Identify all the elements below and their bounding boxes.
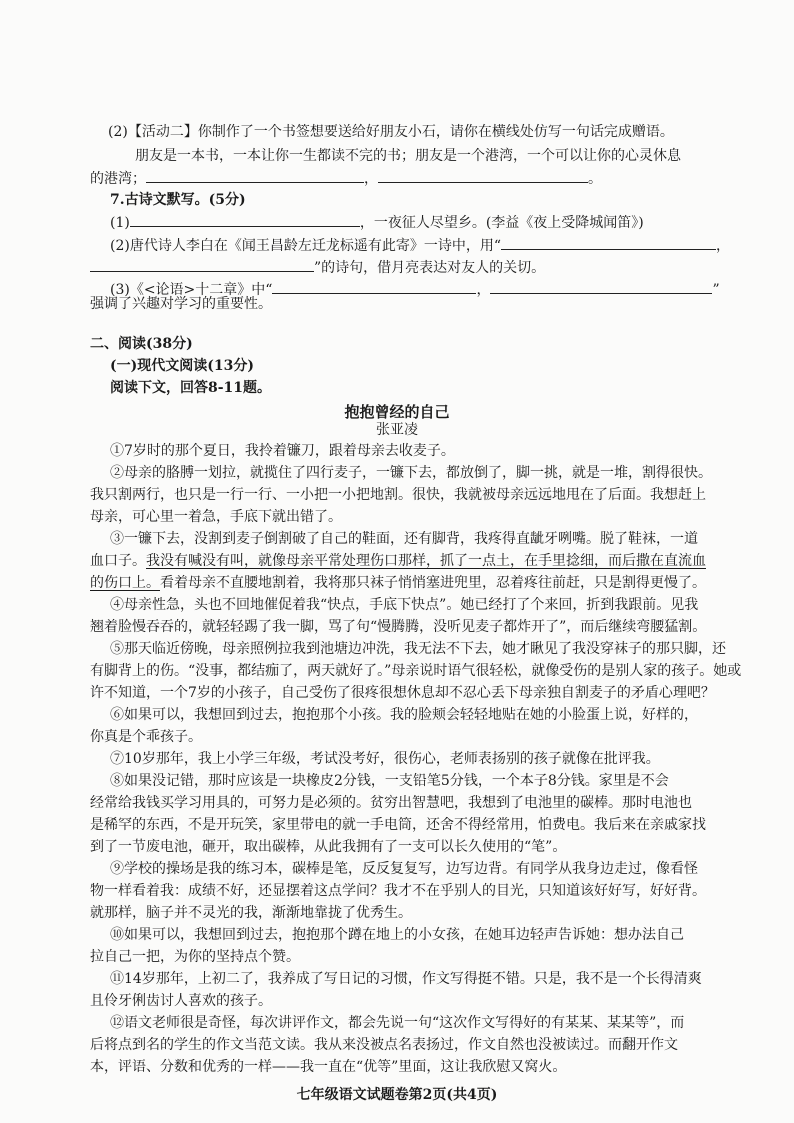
- underlined-sentence: 我没有喊没有叫，就像母亲平常处理伤口那样，抓了一点土，在手里捻细，而后撒在直流血: [146, 553, 706, 569]
- article-paragraph: 后将点到名的学生的作文当范文读。我从来没被点名表扬过，作文自然也没被读过。而翻开作文: [90, 1037, 678, 1053]
- q7-item3-start: (3)《<论语>十二章》中“: [110, 282, 273, 298]
- section2-subheading: (一)现代文阅读(13分): [110, 358, 254, 374]
- article-paragraph: 就那样，脑子并不灵光的我，渐渐地靠拢了优秀生。: [90, 905, 412, 921]
- article-paragraph: 有脚背上的伤。“没事，都结痂了，两天就好了。”母亲说时语气很轻松，就像受伤的是别人家的孩子。她或: [90, 663, 742, 679]
- friend-line-b-comma: ，: [364, 171, 378, 187]
- article-paragraph: ①7岁时的那个夏日，我拎着镰刀，跟着母亲去收麦子。: [110, 443, 455, 459]
- q7-item1-text: ，一夜征人尽望乡。(李益《夜上受降城闻笛》): [359, 215, 644, 231]
- friend-line-b: [90, 168, 602, 189]
- answer-blank[interactable]: [130, 212, 360, 227]
- friend-line-a: 朋友是一本书，一本让你一生都读不完的书；朋友是一个港湾，一个可以让你的心灵休息: [135, 148, 681, 164]
- article-author: 张亚凌: [376, 422, 418, 438]
- answer-blank[interactable]: [272, 279, 476, 294]
- q7-item2-cont: [90, 257, 545, 278]
- article-paragraph: ②母亲的胳膊一划拉，就揽住了四行麦子，一镰下去，都放倒了，脚一挑，就是一堆，割得很快。: [110, 465, 712, 481]
- article-paragraph: 且伶牙俐齿讨人喜欢的孩子。: [90, 993, 272, 1009]
- answer-blank[interactable]: [501, 235, 716, 250]
- activity2-prompt: (2)【活动二】你制作了一个书签想要送给好朋友小石，请你在横线处仿写一句话完成赠语。: [108, 124, 674, 140]
- article-paragraph: ⑩如果可以，我想回到过去，抱抱那个蹲在地上的小女孩，在她耳边轻声告诉她：想办法自己: [110, 927, 684, 943]
- friend-line-b-start: 的港湾；: [90, 171, 146, 187]
- q7-item2: [110, 235, 730, 256]
- q7-item3-quote: ”: [712, 282, 720, 298]
- article-paragraph: 物一样看着我：成绩不好，还显摆着这点学问？我才不在乎别人的目光，只知道该好好写，好好背。: [90, 883, 706, 899]
- article-paragraph: ③一镰下去，没割到麦子倒割破了自己的鞋面，还有脚背，我疼得直龇牙咧嘴。脱了鞋袜，一道: [110, 531, 698, 547]
- q7-item3-comma: ，: [476, 282, 491, 298]
- article-paragraph: 许不知道，一个7岁的小孩子，自己受伤了很疼很想休息却不忍心丢下母亲独自割麦子的矛盾心理吧？: [90, 685, 715, 701]
- article-paragraph: ⑨学校的操场是我的练习本，碳棒是笔，反反复复写，边写边背。有同学从我身边走过，像看怪: [110, 861, 698, 877]
- underlined-sentence: 的伤口上。: [90, 575, 160, 591]
- q7-item1-start: (1): [110, 215, 130, 231]
- article-text: 血口子。: [90, 553, 146, 569]
- article-paragraph: [90, 573, 706, 593]
- article-paragraph: ⑥如果可以，我想回到过去，抱抱那个小孩。我的脸颊会轻轻地贴在她的小脸蛋上说，好样的，: [110, 707, 698, 723]
- q7-item2-text: (2)唐代诗人李白在《闻王昌龄左迁龙标遥有此寄》一诗中，用“: [110, 238, 501, 254]
- q7-item2-comma: ，: [716, 238, 730, 254]
- section2-instruction: 阅读下文，回答8-11题。: [110, 380, 272, 396]
- answer-blank[interactable]: [90, 257, 314, 272]
- answer-blank[interactable]: [146, 168, 364, 183]
- article-paragraph: 是稀罕的东西，不是开玩笑，家里带电的就一手电筒，还舍不得经常用，怕费电。我后来在亲戚家找: [90, 817, 706, 833]
- q7-item1: [110, 212, 644, 233]
- article-paragraph: 本，评语、分数和优秀的一样——我一直在“优等”里面，这让我欣慰又窝火。: [90, 1059, 567, 1075]
- article-paragraph: ⑧如果没记错，那时应该是一块橡皮2分钱，一支铅笔5分钱，一个本子8分钱。家里是不会: [110, 773, 669, 789]
- article-title: 抱抱曾经的自己: [344, 403, 450, 421]
- friend-line-b-end: 。: [588, 171, 602, 187]
- article-paragraph: 到了一节废电池，砸开，取出碳棒，从此我拥有了一支可以长久使用的“笔”。: [90, 839, 567, 855]
- article-paragraph: 我只割两行，也只是一行一行、一小把一小把地割。很快，我就被母亲远远地甩在了后面。我想赶上: [90, 487, 706, 503]
- article-paragraph: 拉自己一把，为你的坚持点个赞。: [90, 949, 300, 965]
- article-paragraph: ⑦10岁那年，我上小学三年级，考试没考好，很伤心，老师表扬别的孩子就像在批评我。: [110, 751, 660, 767]
- article-paragraph: ④母亲性急，头也不回地催促着我“快点，手底下快点”。她已经打了个来回，折到我跟前。见我: [110, 597, 699, 613]
- article-paragraph: ⑫语文老师很是奇怪，每次讲评作文，都会先说一句“这次作文写得好的有某某、某某等”，而: [110, 1015, 685, 1031]
- answer-blank[interactable]: [378, 168, 588, 183]
- article-text: 看着母亲不直腰地割着，我将那只袜子悄悄塞进兜里，忍着疼往前赶，只是割得更慢了。: [160, 575, 706, 591]
- q7-item3-end: 强调了兴趣对学习的重要性。: [90, 296, 272, 312]
- answer-blank[interactable]: [490, 279, 712, 294]
- article-paragraph: [90, 551, 706, 571]
- q7-item2-end: ”的诗句，借月亮表达对友人的关切。: [314, 260, 546, 276]
- article-paragraph: 你真是个乖孩子。: [90, 729, 202, 745]
- article-paragraph: 经常给我钱买学习用具的，可努力是必须的。贫穷出智慧吧，我想到了电池里的碳棒。那时电池也: [90, 795, 692, 811]
- article-paragraph: ⑪14岁那年，上初二了，我养成了写日记的习惯，作文写得挺不错。只是，我不是一个长得清爽: [110, 971, 702, 987]
- article-paragraph: 母亲，可心里一着急，手底下就出错了。: [90, 509, 342, 525]
- article-paragraph: 翘着脸慢吞吞的，就轻轻踢了我一脚，骂了句“慢腾腾，没听见麦子都炸开了”，而后继续弯腰猛割。: [90, 619, 707, 635]
- q7-title: 7.古诗文默写。(5分): [110, 192, 246, 208]
- page-footer: 七年级语文试题卷第2页(共4页): [296, 1087, 498, 1103]
- section2-heading: 二、阅读(38分): [90, 336, 193, 352]
- article-paragraph: ⑤那天临近傍晚，母亲照例拉我到池塘边冲洗，我无法不下去，她才瞅见了我没穿袜子的那只脚，还: [110, 641, 726, 657]
